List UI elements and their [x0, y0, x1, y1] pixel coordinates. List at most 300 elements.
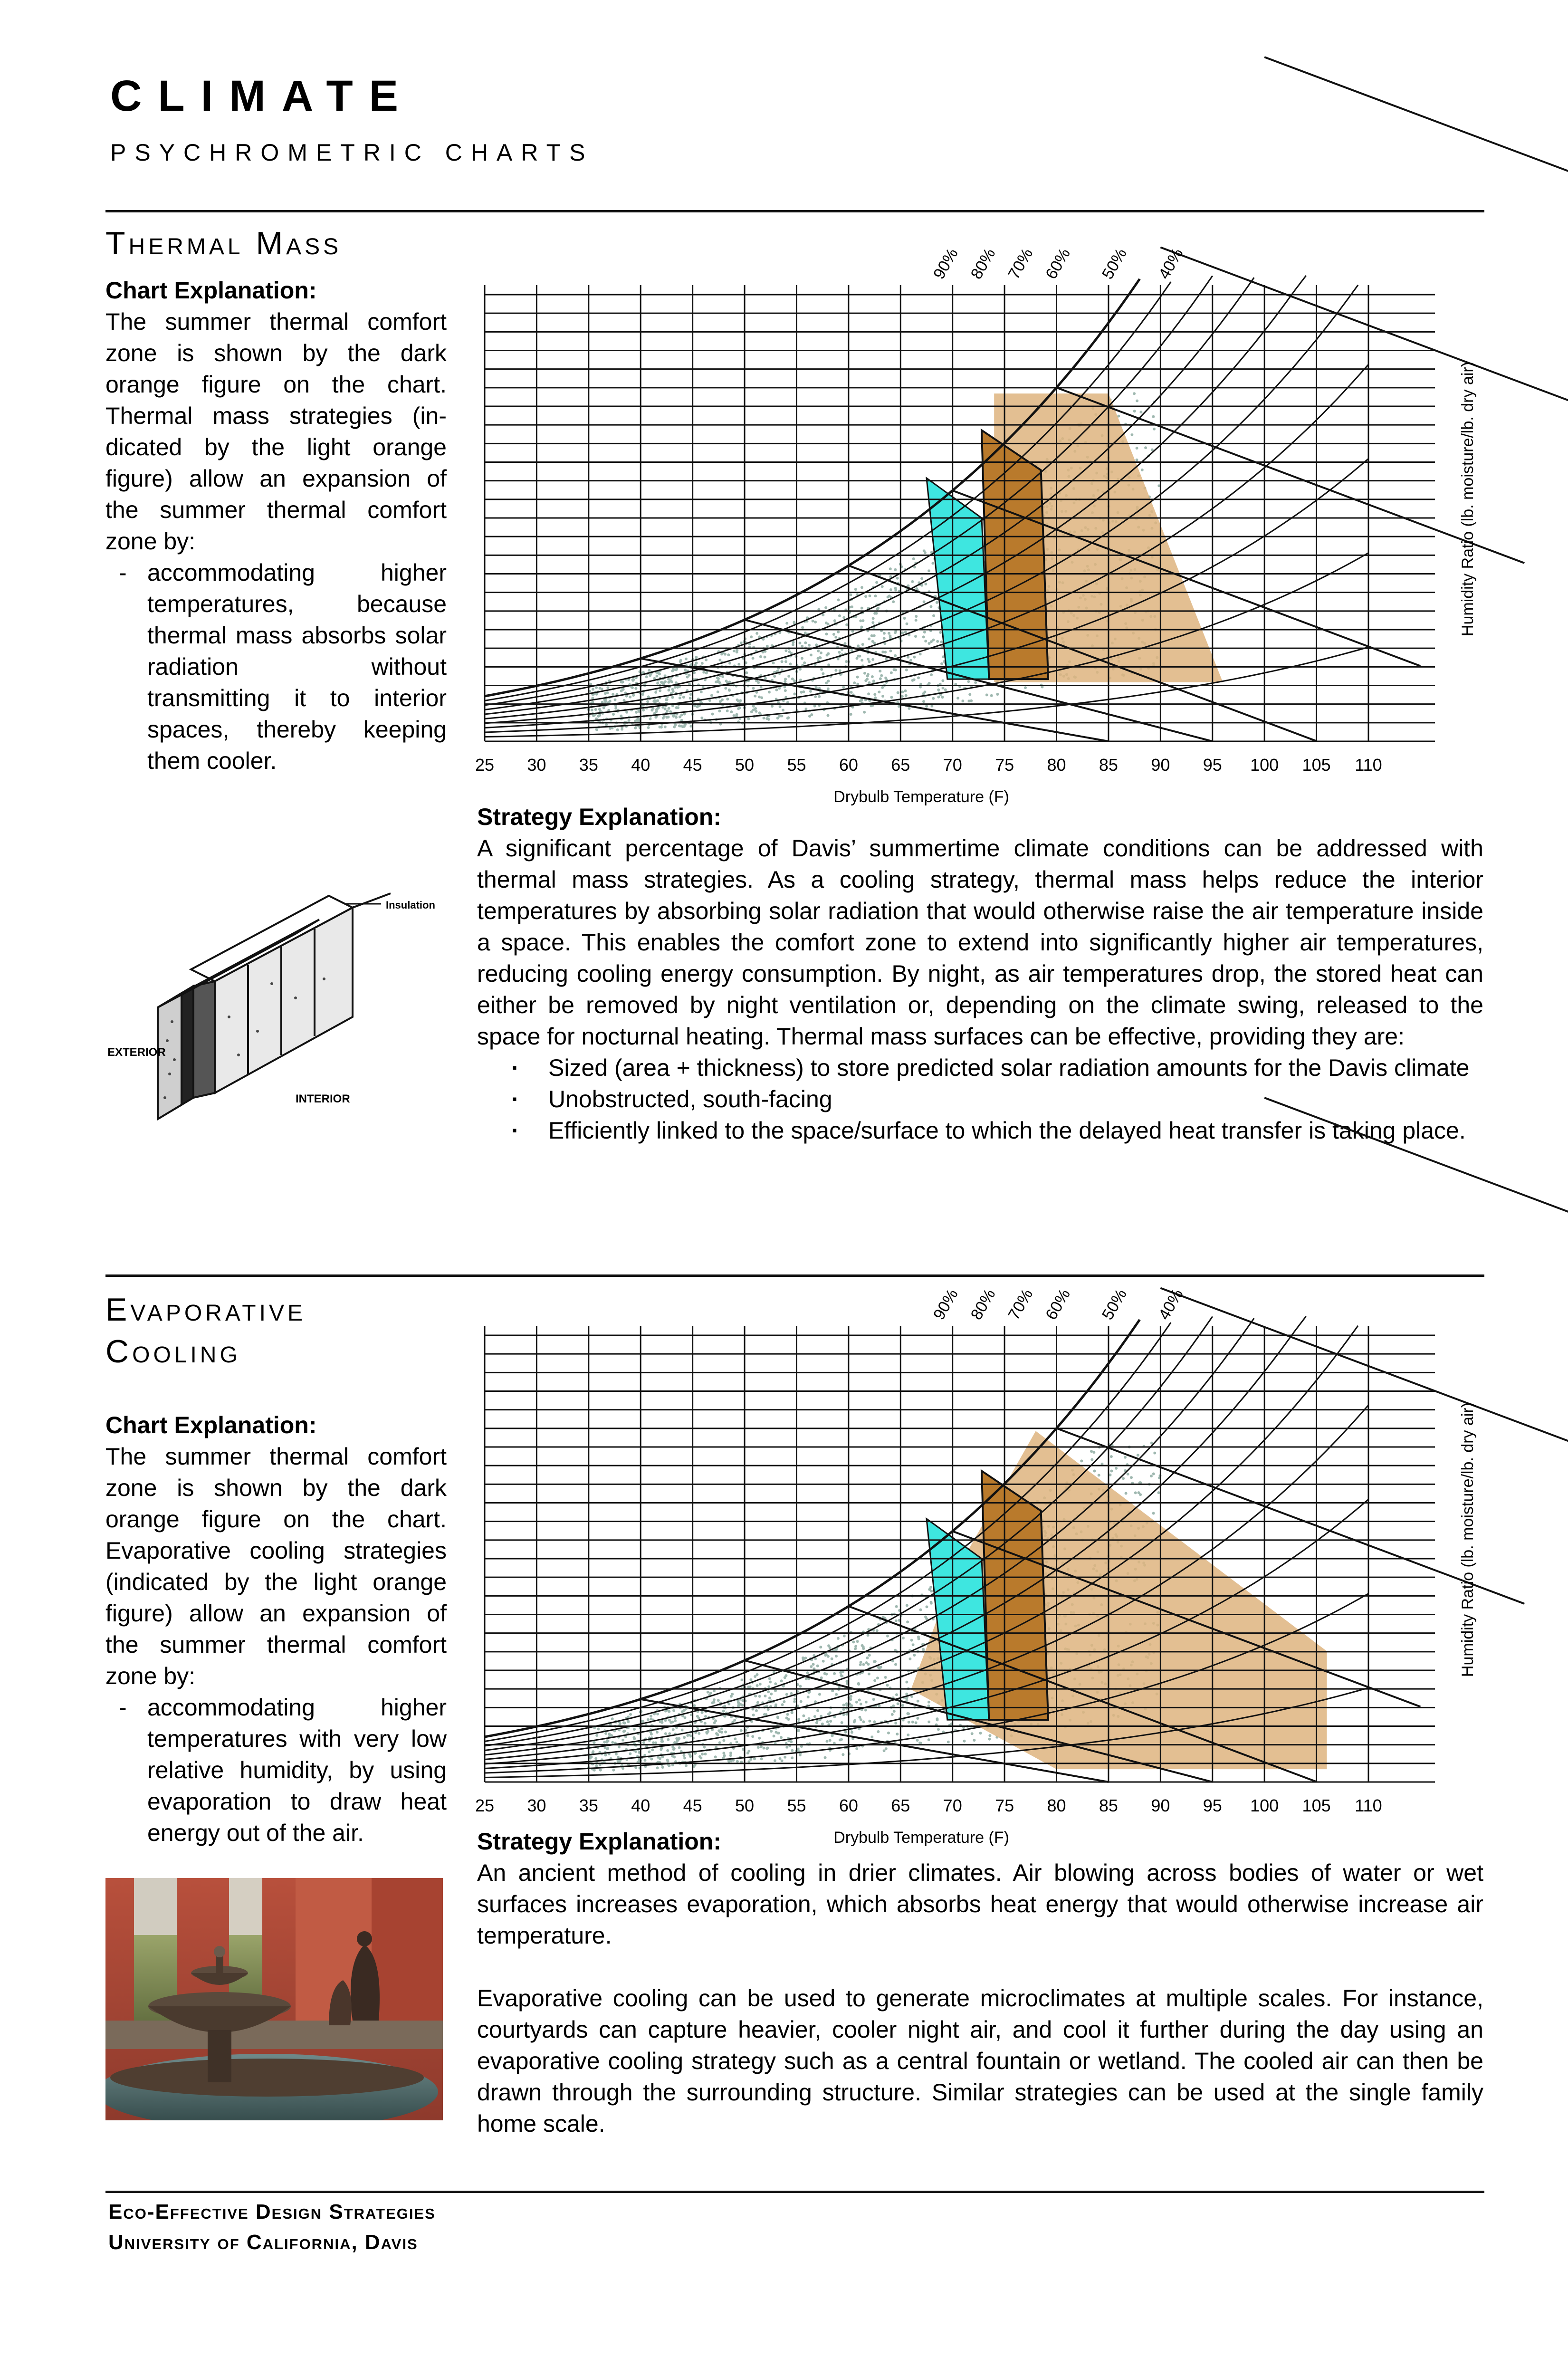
section-title-line: Evaporative	[105, 1292, 306, 1328]
climate-data-point	[822, 613, 824, 616]
climate-data-point	[1136, 400, 1138, 402]
climate-data-point	[646, 700, 649, 703]
x-tick-label: 90	[1151, 1796, 1170, 1815]
climate-data-point	[665, 698, 668, 701]
climate-data-point	[804, 708, 807, 710]
climate-data-point	[668, 707, 670, 710]
climate-data-point	[709, 1692, 712, 1695]
climate-data-point	[733, 650, 736, 652]
climate-data-point	[648, 669, 650, 672]
climate-data-point	[660, 1740, 663, 1743]
climate-data-point	[703, 1746, 706, 1749]
climate-data-point	[971, 1732, 974, 1735]
climate-data-point	[873, 612, 876, 615]
climate-data-point	[1141, 469, 1144, 471]
climate-data-point	[784, 1756, 786, 1759]
climate-data-point	[1090, 1450, 1093, 1453]
climate-data-point	[790, 1740, 793, 1743]
climate-data-point	[881, 585, 884, 588]
climate-data-point	[802, 690, 805, 693]
climate-data-point	[799, 1685, 802, 1688]
climate-data-point	[604, 1732, 607, 1735]
climate-data-point	[863, 672, 866, 675]
climate-data-point	[784, 680, 786, 683]
climate-data-point	[861, 1644, 864, 1647]
climate-data-point	[727, 1703, 730, 1705]
climate-data-point	[784, 660, 787, 663]
climate-data-point	[877, 1666, 880, 1669]
climate-data-point	[941, 696, 944, 699]
climate-data-point	[753, 1757, 756, 1760]
climate-data-point	[822, 672, 824, 675]
climate-data-point	[930, 705, 933, 708]
climate-data-point	[758, 711, 761, 714]
climate-data-point	[819, 1646, 822, 1648]
climate-data-point	[968, 693, 971, 696]
climate-data-point	[737, 663, 740, 666]
rh-curve-label: 60%	[1042, 245, 1074, 282]
climate-data-point	[963, 1740, 966, 1743]
climate-data-point	[726, 698, 729, 700]
rh-curve-label: 60%	[1042, 1286, 1074, 1323]
climate-data-point	[879, 677, 882, 680]
climate-data-point	[595, 1734, 598, 1737]
climate-data-point	[781, 1703, 784, 1706]
climate-data-point	[606, 691, 609, 694]
climate-data-point	[906, 623, 908, 625]
climate-data-point	[859, 699, 862, 702]
climate-data-point	[911, 580, 914, 583]
climate-data-point	[827, 1655, 830, 1658]
climate-data-point	[790, 1692, 793, 1695]
climate-data-point	[800, 1700, 803, 1703]
climate-data-point	[784, 649, 787, 652]
climate-data-point	[605, 1741, 608, 1744]
climate-data-point	[768, 1696, 771, 1699]
x-tick-label: 70	[943, 1796, 962, 1815]
climate-data-point	[670, 680, 673, 683]
climate-data-point	[720, 1727, 723, 1730]
climate-data-point	[812, 620, 814, 623]
climate-data-point	[861, 619, 864, 622]
climate-data-point	[1080, 1459, 1083, 1462]
climate-data-point	[817, 650, 820, 652]
climate-data-point	[895, 1693, 898, 1696]
climate-data-point	[634, 727, 637, 729]
climate-data-point	[665, 716, 668, 719]
climate-data-point	[728, 662, 731, 665]
climate-data-point	[820, 1677, 823, 1679]
climate-data-point	[664, 1732, 667, 1735]
climate-data-point	[667, 681, 670, 684]
rh-curve-label: 80%	[967, 1286, 999, 1323]
climate-data-point	[893, 668, 896, 671]
climate-data-point	[901, 690, 904, 693]
climate-data-point	[641, 693, 644, 696]
climate-data-point	[924, 583, 927, 585]
climate-data-point	[637, 718, 640, 721]
x-tick-label: 105	[1302, 1796, 1331, 1815]
climate-data-point	[740, 1678, 743, 1681]
climate-data-point	[606, 686, 609, 689]
climate-data-point	[956, 697, 959, 699]
climate-data-point	[912, 557, 915, 560]
climate-data-point	[907, 1734, 909, 1736]
climate-data-point	[758, 696, 761, 699]
climate-data-point	[689, 697, 692, 699]
climate-data-point	[733, 1719, 736, 1722]
climate-data-point	[785, 1693, 788, 1696]
climate-data-point	[868, 638, 870, 641]
climate-data-point	[759, 1683, 762, 1686]
climate-data-point	[713, 1701, 716, 1704]
climate-data-point	[597, 715, 600, 718]
climate-data-point	[844, 642, 847, 645]
climate-data-point	[751, 1735, 754, 1738]
y-axis-label: Humidity Ratio (lb. moisture/lb. dry air)	[1459, 361, 1477, 637]
climate-data-point	[777, 1732, 780, 1734]
climate-data-point	[941, 679, 944, 682]
page-subtitle: PSYCHROMETRIC CHARTS	[110, 139, 594, 166]
climate-data-point	[623, 699, 626, 702]
climate-data-point	[1144, 446, 1147, 449]
climate-data-point	[860, 586, 863, 589]
footer-line-1: Eco-Effective Design Strategies	[108, 2200, 436, 2223]
climate-data-point	[696, 705, 699, 708]
climate-data-point	[880, 1666, 882, 1668]
climate-data-point	[656, 1731, 659, 1734]
climate-data-point	[726, 709, 729, 712]
climate-data-point	[1153, 428, 1156, 431]
climate-data-point	[1152, 1473, 1155, 1475]
climate-data-point	[916, 1739, 919, 1742]
climate-data-point	[779, 705, 782, 708]
x-tick-label: 75	[995, 755, 1014, 775]
chart-explanation-text: The summer thermal comfort zone is shown by the dark orange figure on the chart. Thermal mass strategies (indicated by the light orange figure) allow an expansion of the summer thermal comfort zone by:	[105, 308, 447, 555]
climate-data-point	[890, 671, 893, 674]
climate-data-point	[792, 641, 795, 644]
climate-data-point	[684, 669, 687, 671]
climate-data-point	[757, 1746, 760, 1749]
x-tick-label: 80	[1047, 755, 1066, 775]
climate-data-point	[885, 658, 888, 661]
climate-data-point	[675, 1737, 678, 1740]
climate-data-point	[856, 1640, 859, 1643]
strategy-paragraph: An ancient method of cooling in drier climates. Air blowing across bodies of water or wet surfaces increases evaporation, which absorbs heat energy that would otherwise increase air temperature.	[477, 1859, 1483, 1949]
climate-data-point	[679, 660, 682, 663]
climate-data-point	[825, 681, 828, 684]
climate-data-point	[763, 1747, 765, 1750]
climate-data-point	[683, 713, 686, 716]
climate-data-point	[754, 695, 756, 698]
climate-data-point	[683, 1754, 686, 1757]
thermal-mass-wall-diagram	[105, 874, 448, 1131]
climate-data-point	[788, 651, 791, 653]
climate-data-point	[825, 632, 828, 635]
climate-data-point	[927, 569, 930, 572]
climate-data-point	[885, 1747, 888, 1750]
strategy-bullet: · Unobstructed, south-facing	[548, 1083, 1483, 1115]
climate-data-point	[867, 1634, 870, 1637]
climate-data-point	[774, 1704, 777, 1706]
climate-data-point	[770, 1693, 773, 1696]
climate-data-point	[862, 1647, 865, 1650]
climate-data-point	[818, 1693, 821, 1696]
climate-data-point	[884, 651, 887, 653]
climate-data-point	[718, 709, 721, 712]
climate-data-point	[774, 1759, 776, 1762]
climate-data-point	[659, 1757, 661, 1760]
climate-data-point	[873, 1679, 876, 1682]
climate-data-point	[675, 716, 678, 719]
climate-data-point	[810, 1665, 813, 1668]
chart-explanation-bullet: - accommodating higher temperatures, because thermal mass absorbs solar radiation without transmitting it to interior spaces, thereby keeping them cooler.	[147, 557, 447, 776]
climate-data-point	[829, 1739, 832, 1742]
climate-data-point	[774, 1682, 777, 1685]
climate-data-point	[773, 675, 776, 678]
climate-data-point	[763, 717, 765, 719]
climate-data-point	[695, 661, 698, 664]
climate-data-point	[685, 1764, 688, 1767]
climate-data-point	[605, 723, 608, 726]
climate-data-point	[674, 686, 677, 689]
climate-data-point	[925, 705, 928, 708]
climate-data-point	[628, 719, 631, 722]
climate-data-point	[661, 1766, 664, 1769]
climate-data-point	[927, 1721, 930, 1724]
climate-data-point	[851, 1731, 853, 1734]
climate-data-point	[782, 709, 784, 711]
climate-data-point	[876, 1677, 879, 1679]
climate-data-point	[802, 1658, 805, 1661]
climate-data-point	[1157, 1491, 1160, 1494]
climate-data-point	[768, 691, 771, 694]
climate-data-point	[760, 696, 763, 699]
climate-data-point	[923, 549, 926, 552]
climate-data-point	[689, 1755, 692, 1758]
climate-data-point	[656, 1766, 659, 1769]
climate-data-point	[859, 619, 862, 622]
climate-data-point	[655, 699, 658, 702]
climate-data-point	[967, 699, 970, 702]
climate-data-point	[730, 710, 733, 713]
climate-data-point	[996, 693, 999, 696]
climate-data-point	[831, 1657, 833, 1660]
climate-data-point	[772, 661, 775, 664]
climate-data-point	[880, 674, 883, 677]
climate-data-point	[604, 1753, 607, 1756]
climate-data-point	[1093, 1470, 1096, 1473]
x-tick-label: 80	[1047, 1796, 1066, 1815]
climate-data-point	[910, 1639, 913, 1642]
climate-data-point	[928, 642, 931, 645]
climate-data-point	[612, 713, 615, 716]
climate-data-point	[659, 1720, 662, 1723]
climate-data-point	[912, 1643, 915, 1646]
climate-data-point	[859, 1663, 862, 1666]
climate-data-point	[881, 686, 884, 689]
climate-data-point	[923, 631, 926, 633]
climate-data-point	[797, 1729, 800, 1732]
climate-data-point	[873, 1720, 876, 1723]
climate-data-point	[809, 690, 812, 693]
climate-data-point	[791, 1749, 794, 1752]
climate-data-point	[908, 1721, 910, 1724]
x-tick-label: 60	[839, 1796, 858, 1815]
climate-data-point	[854, 1648, 857, 1650]
climate-data-point	[850, 713, 852, 716]
climate-data-point	[781, 660, 784, 663]
climate-data-point	[698, 1732, 700, 1735]
climate-data-point	[684, 1716, 687, 1719]
climate-data-point	[867, 692, 870, 695]
climate-data-point	[894, 587, 897, 590]
climate-data-point	[827, 1644, 830, 1647]
climate-data-point	[923, 600, 926, 603]
climate-data-point	[1138, 1491, 1140, 1494]
climate-data-point	[682, 696, 685, 699]
climate-data-point	[784, 678, 787, 680]
climate-data-point	[889, 567, 892, 570]
climate-data-point	[704, 1722, 707, 1725]
climate-data-point	[915, 619, 918, 622]
climate-data-point	[834, 669, 837, 672]
climate-data-point	[699, 1757, 702, 1760]
climate-data-point	[920, 577, 923, 580]
climate-data-point	[868, 681, 871, 684]
thermal-mass-chart-explanation	[105, 277, 447, 776]
climate-data-point	[736, 699, 739, 701]
climate-data-point	[805, 1677, 808, 1680]
climate-data-point	[922, 635, 925, 638]
climate-data-point	[745, 671, 748, 674]
climate-data-point	[770, 1730, 773, 1733]
climate-data-point	[736, 649, 738, 651]
rh-curve-label: 80%	[967, 245, 999, 282]
climate-data-point	[779, 1757, 782, 1760]
climate-data-point	[654, 691, 657, 694]
climate-data-point	[1130, 1476, 1133, 1479]
climate-data-point	[932, 697, 935, 700]
climate-data-point	[764, 656, 766, 659]
climate-data-point	[722, 1739, 725, 1742]
climate-data-point	[832, 633, 835, 636]
rh-curve-label: 50%	[1098, 1286, 1130, 1323]
x-tick-label: 25	[475, 1796, 495, 1815]
wet-bulb-line	[1160, 1288, 1568, 1463]
x-tick-label: 50	[735, 1796, 755, 1815]
climate-data-point	[759, 655, 762, 658]
climate-data-point	[947, 1741, 950, 1744]
climate-data-point	[860, 607, 863, 610]
climate-data-point	[740, 642, 743, 644]
climate-data-point	[793, 680, 796, 682]
section-title-evaporative-cooling	[105, 1289, 306, 1372]
climate-data-point	[894, 654, 897, 657]
climate-data-point	[666, 1759, 669, 1762]
climate-data-point	[875, 581, 878, 584]
climate-data-point	[728, 689, 731, 691]
strategy-paragraph: Evaporative cooling can be used to generate microclimates at multiple scales. For instance, courtyards can capture heavier, cooler night air, and cool it further during the day using an evaporative cooling strategy such as a central fountain or wetland. The cooled air can then be drawn through the surrounding structure. Similar strategies can be used at the single family home scale.	[477, 1985, 1483, 2137]
climate-data-point	[754, 1695, 757, 1697]
climate-data-point	[749, 1678, 752, 1681]
climate-data-point	[904, 690, 907, 692]
chart-explanation-heading: Chart Explanation:	[105, 277, 317, 304]
x-tick-label: 35	[579, 755, 598, 775]
y-axis-label: Humidity Ratio (lb. moisture/lb. dry air)	[1459, 1402, 1477, 1677]
climate-data-point	[818, 695, 821, 698]
climate-data-point	[896, 1733, 899, 1735]
climate-data-point	[741, 1704, 744, 1706]
climate-data-point	[750, 710, 753, 713]
climate-data-point	[919, 652, 922, 655]
x-axis-label: Drybulb Temperature (F)	[833, 1829, 1009, 1847]
climate-data-point	[816, 1665, 819, 1667]
climate-data-point	[648, 1751, 650, 1753]
climate-data-point	[662, 717, 665, 719]
x-tick-label: 55	[787, 755, 806, 775]
climate-data-point	[1092, 1451, 1095, 1454]
x-tick-label: 65	[891, 1796, 910, 1815]
climate-data-point	[716, 680, 719, 683]
wet-bulb-line	[1160, 247, 1568, 422]
climate-data-point	[827, 688, 830, 690]
climate-data-point	[763, 1713, 766, 1716]
climate-data-point	[894, 568, 897, 571]
climate-data-point	[878, 690, 880, 693]
x-tick-label: 85	[1099, 755, 1118, 775]
climate-data-point	[592, 714, 595, 717]
climate-data-point	[631, 679, 634, 682]
climate-data-point	[890, 696, 893, 699]
climate-data-point	[785, 1716, 788, 1719]
climate-data-point	[1150, 1475, 1153, 1477]
climate-data-point	[815, 643, 818, 646]
strategy-bullet: · Sized (area + thickness) to store predicted solar radiation amounts for the Davis climate	[548, 1052, 1483, 1083]
rh-curve-label: 40%	[1155, 1286, 1187, 1323]
climate-data-point	[791, 1756, 794, 1759]
climate-data-point	[668, 689, 670, 691]
climate-data-point	[813, 1715, 816, 1718]
climate-data-point	[651, 1748, 654, 1751]
climate-data-point	[791, 1711, 794, 1714]
rh-curve-label: 90%	[929, 245, 962, 282]
climate-data-point	[973, 1739, 975, 1742]
climate-data-point	[778, 687, 781, 690]
climate-data-point	[894, 1663, 897, 1666]
climate-data-point	[814, 621, 817, 623]
x-tick-label: 95	[1203, 1796, 1222, 1815]
climate-data-point	[845, 1702, 848, 1705]
climate-data-point	[717, 690, 719, 693]
climate-data-point	[752, 687, 755, 690]
x-tick-label: 100	[1250, 755, 1279, 775]
header-divider	[105, 210, 1484, 212]
x-tick-label: 35	[579, 1796, 598, 1815]
climate-data-point	[883, 637, 886, 640]
climate-data-point	[650, 709, 653, 712]
climate-data-point	[786, 1713, 789, 1716]
climate-data-point	[672, 690, 675, 693]
climate-data-point	[729, 1754, 732, 1757]
climate-data-point	[868, 1673, 870, 1676]
climate-data-point	[869, 594, 871, 597]
climate-data-point	[787, 675, 790, 678]
climate-data-point	[866, 1657, 869, 1659]
climate-data-point	[659, 690, 661, 692]
climate-data-point	[974, 681, 977, 684]
climate-data-point	[736, 1741, 738, 1744]
